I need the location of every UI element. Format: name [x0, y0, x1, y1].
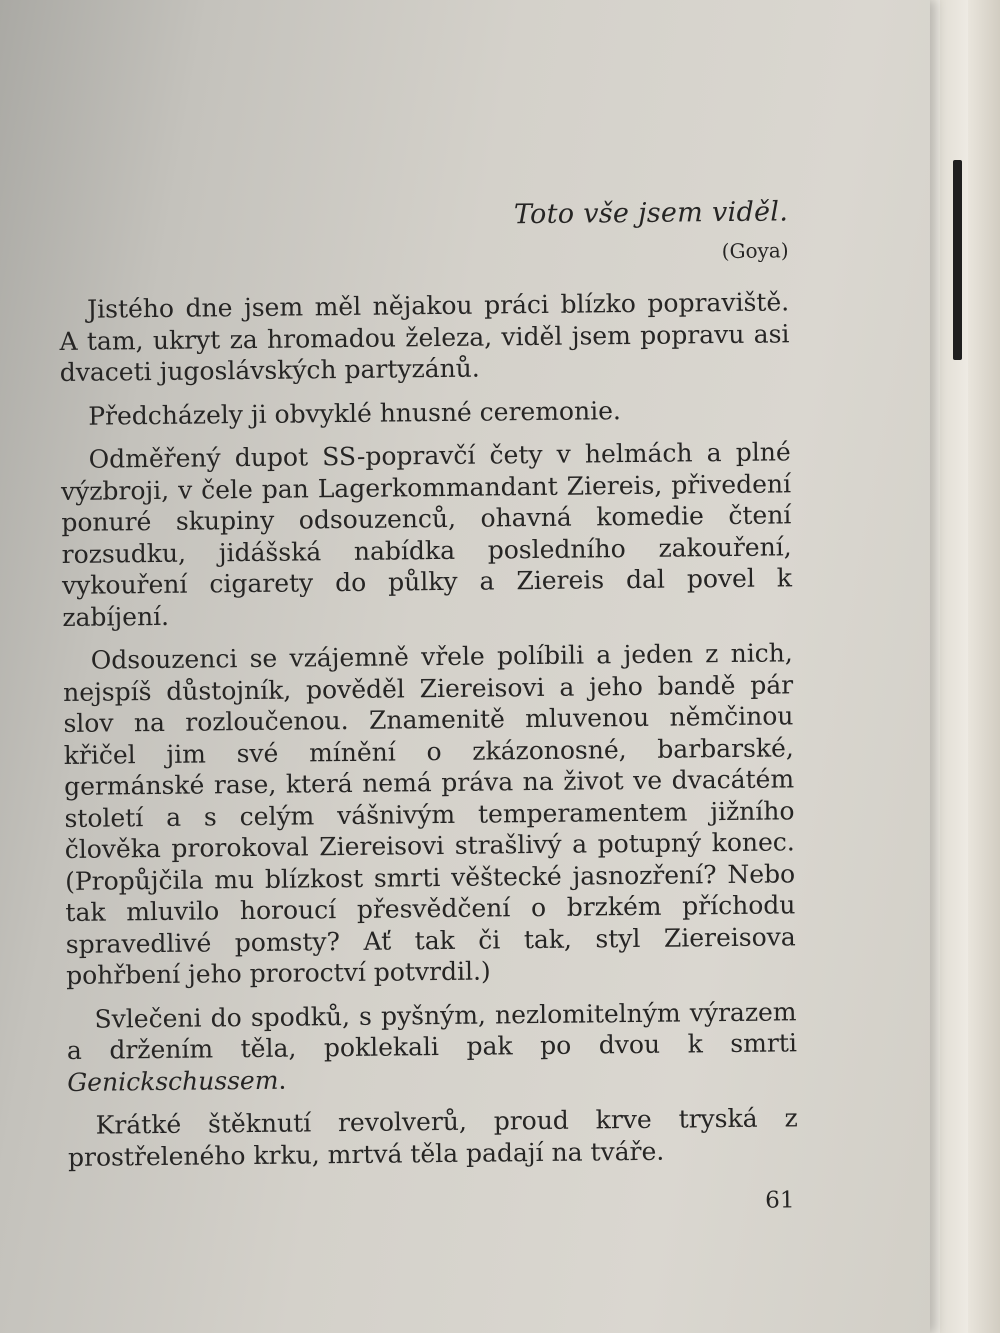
paragraph: Předcházely ji obvyklé hnusné ceremonie. — [88, 395, 621, 431]
paragraph: Jistého dne jsem měl nějakou práci blízko popraviště. A tam, ukryt za hromadou železa, viděl jsem popravu asi dvaceti jugoslávských partyzánů. — [59, 287, 790, 387]
paragraph-text-end: . — [278, 1065, 287, 1095]
paragraph: Odměřený dupot SS-popravčí čety v helmách a plné výzbroji, v čele pan Lagerkommandant Ziereis, přivedení ponuré skupiny odsouzenců, ohavná komedie čtení rozsudku, jidášská nabídka posledního zakouření, vykouření cigarety do půlky a Ziereis dal povel k zabíjení. — [60, 437, 793, 632]
paragraph: Krátké štěknutí revolverů, proud krve tryská z prostřeleného krku, mrtvá těla padají na tváře. — [67, 1103, 798, 1172]
page-number: 61 — [765, 1187, 795, 1214]
page-edges-outer — [968, 0, 1000, 1333]
bookmark-tab — [953, 160, 962, 360]
paragraph-with-italic — [66, 996, 797, 1098]
epigraph-author: (Goya) — [721, 238, 789, 264]
paragraph: Odsouzenci se vzájemně vřele políbili a jeden z nich, nejspíš důstojník, pověděl Ziereisovi a jeho bandě pár slov na rozloučenou. Znamenitě mluvenou němčinou křičel jim své mínění o zkázonosné, barbarské, germánské rase, která nemá práva na život ve dvacátém století a s celým vášnivým temperamentem jižního člověka prorokoval Ziereisovi strašlivý a potupný konec. (Propůjčila mu blízkost smrti věštecké jasnozření? Nebo tak mluvilo horoucí přesvědčení o brzkém příchodu spravedlivé pomsty? Ať tak či tak, styl Ziereisova pohřbení jeho proroctví potvrdil.) — [63, 638, 796, 990]
paragraph-text: Svlečeni do spodků, s pyšným, nezlomitelným výrazem a držením těla, poklekali pak po dvou k smrti — [66, 996, 798, 1065]
italic-term: Genickschussem — [67, 1065, 279, 1097]
epigraph-quote: Toto vše jsem viděl. — [513, 196, 789, 231]
page-text — [58, 192, 799, 1221]
